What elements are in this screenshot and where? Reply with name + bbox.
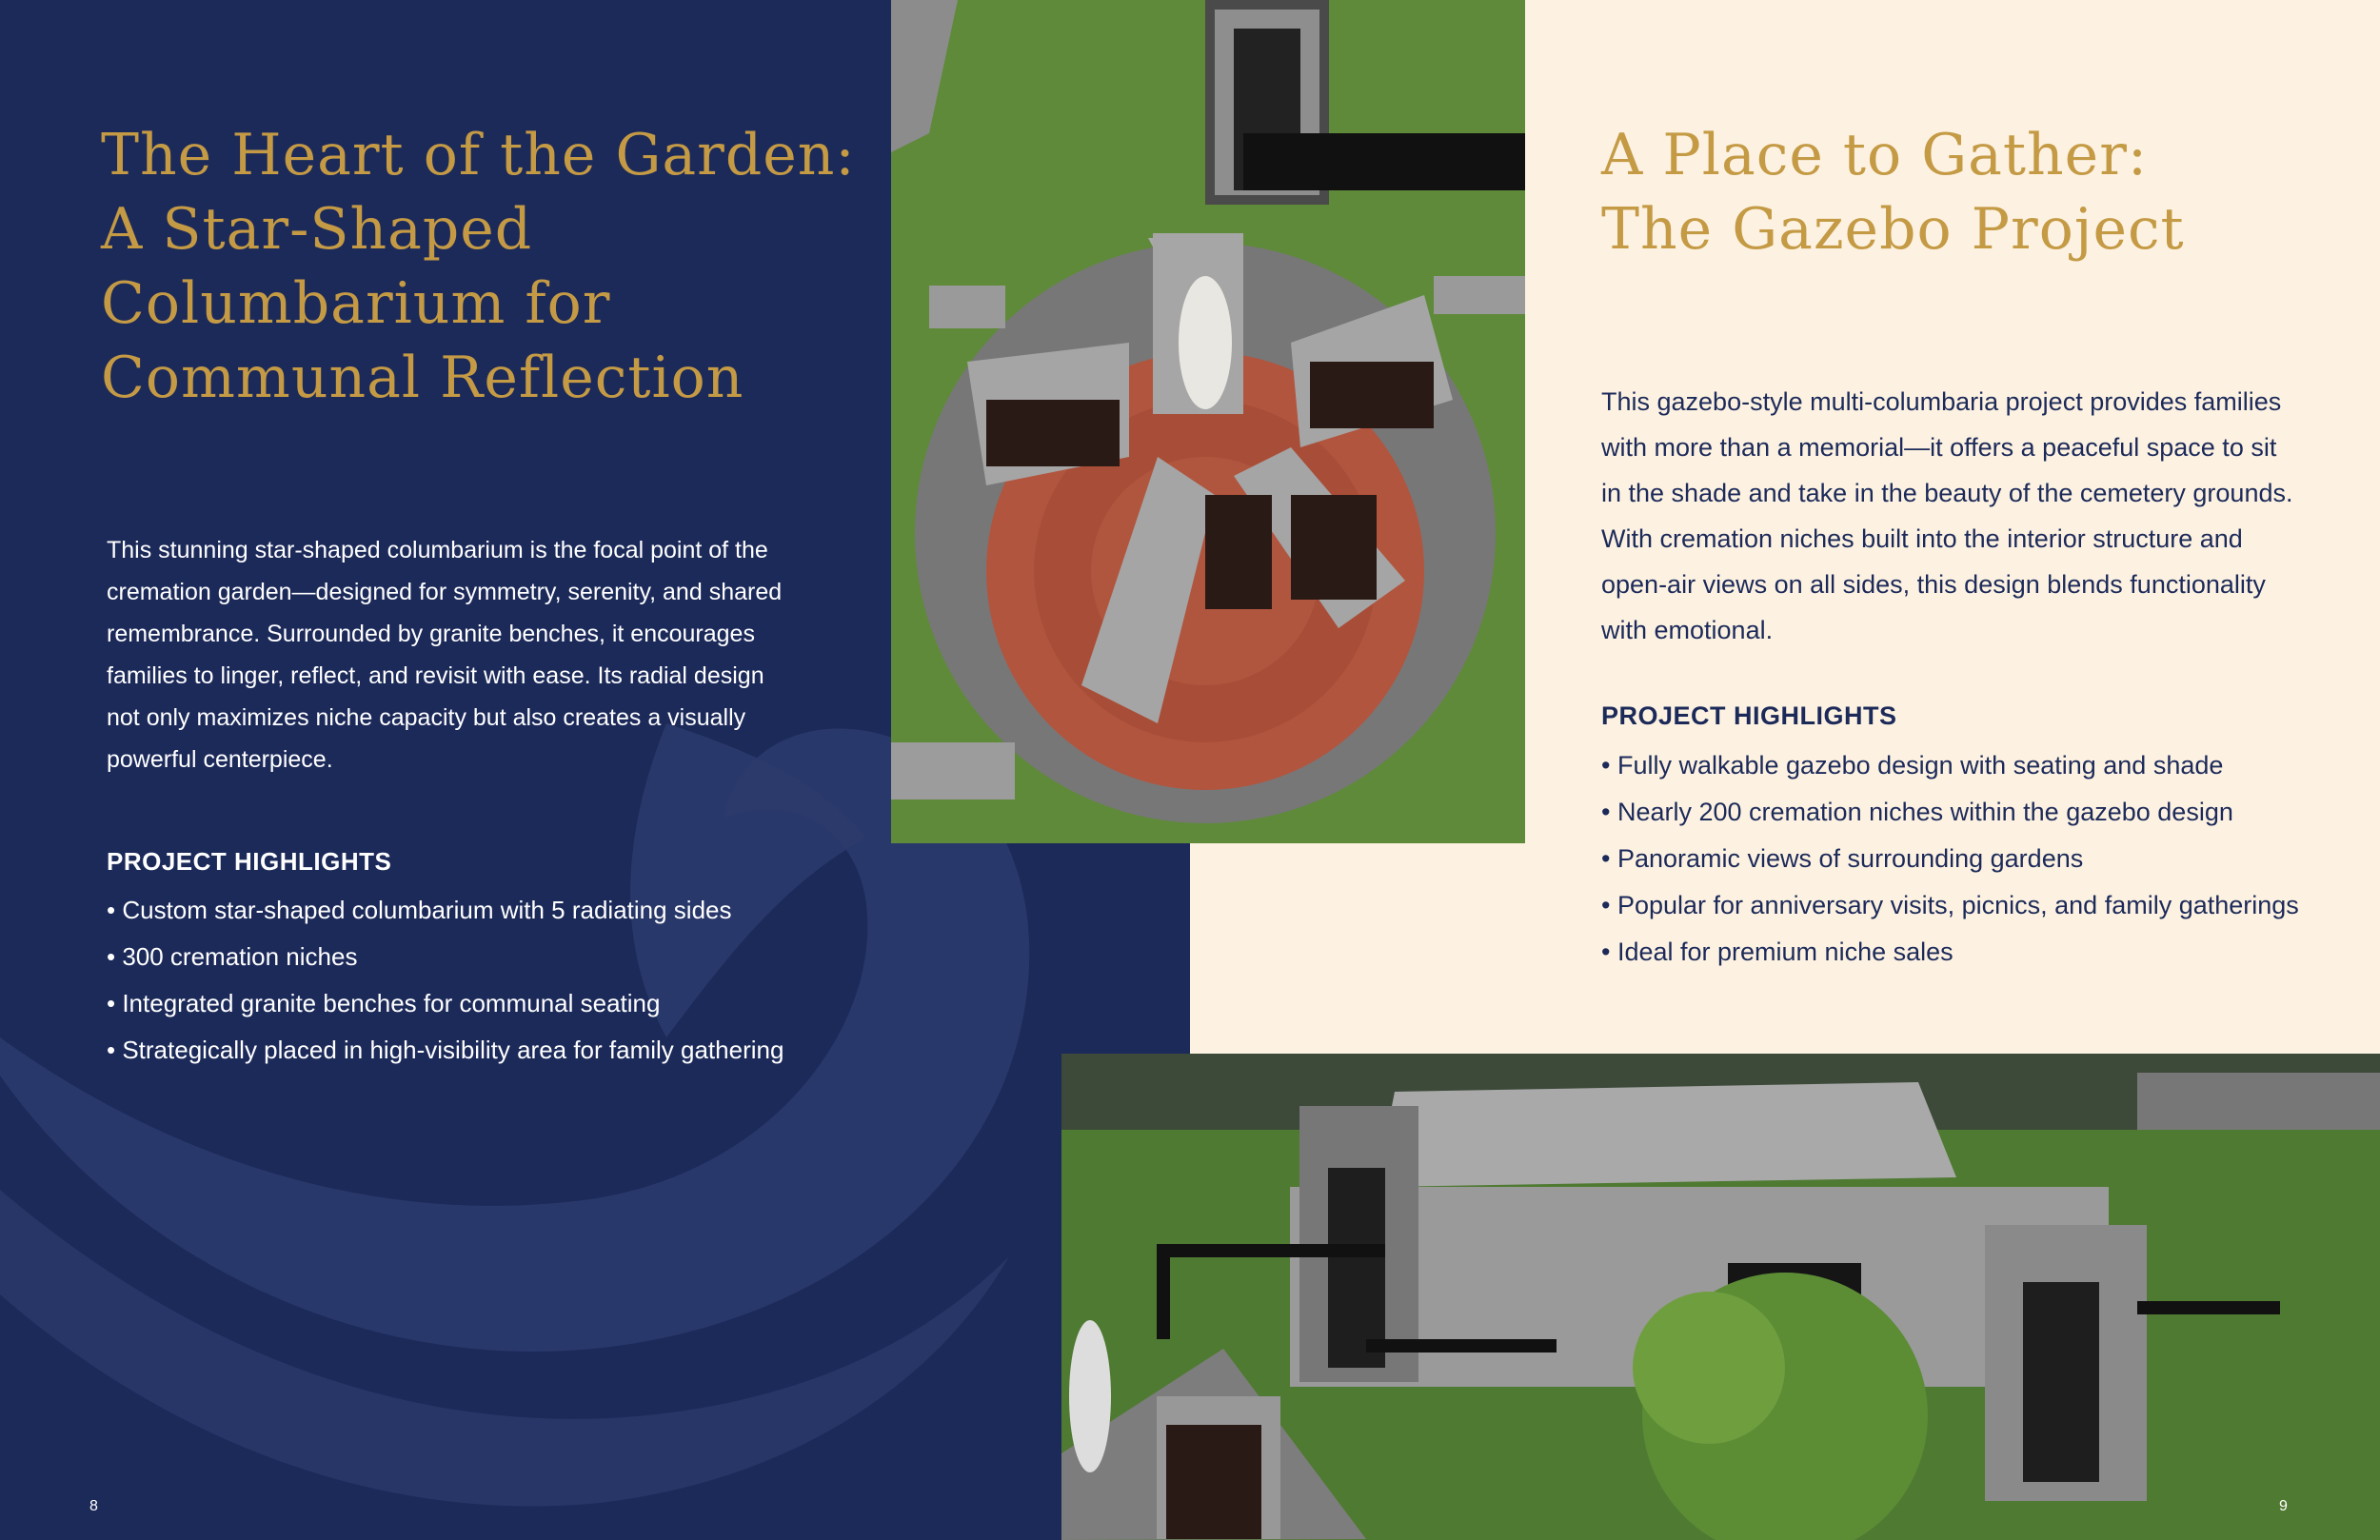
left-body-line: powerful centerpiece.: [107, 746, 333, 773]
right-body-line: with emotional.: [1601, 616, 1774, 644]
page-number-right: 9: [2279, 1498, 2288, 1514]
list-item: • 300 cremation niches: [107, 934, 783, 980]
list-item: • Panoramic views of surrounding gardens: [1601, 836, 2299, 882]
star-columbarium-image: [891, 0, 1525, 843]
page-number-left: 8: [89, 1498, 98, 1514]
right-page-title: [1601, 118, 2185, 267]
list-item: • Fully walkable gazebo design with seating and shade: [1601, 742, 2299, 789]
right-body-line: in the shade and take in the beauty of the cemetery grounds.: [1601, 479, 2293, 507]
list-item: • Integrated granite benches for communal seating: [107, 980, 783, 1027]
right-title-line: A Place to Gather:: [1601, 122, 2149, 188]
gazebo-image: [1061, 1054, 2380, 1540]
star-columbarium-illustration: [891, 0, 1525, 843]
right-body-line: This gazebo-style multi-columbaria project provides families: [1601, 387, 2282, 416]
list-item: • Strategically placed in high-visibility area for family gathering: [107, 1027, 783, 1074]
left-body-line: not only maximizes niche capacity but also creates a visually: [107, 704, 746, 731]
left-title-line: A Star-Shaped: [101, 196, 533, 263]
left-title-line: Columbarium for: [101, 270, 611, 337]
left-body-line: families to linger, reflect, and revisit with ease. Its radial design: [107, 662, 764, 689]
gazebo-illustration: [1061, 1054, 2380, 1540]
right-body-line: open-air views on all sides, this design blends functionality: [1601, 570, 2266, 599]
left-body-line: cremation garden—designed for symmetry, serenity, and shared: [107, 579, 783, 605]
left-highlights-list: [107, 887, 783, 1074]
list-item: • Popular for anniversary visits, picnics, and family gatherings: [1601, 882, 2299, 929]
left-body-line: This stunning star-shaped columbarium is the focal point of the: [107, 537, 768, 563]
left-body-line: remembrance. Surrounded by granite benches, it encourages: [107, 621, 755, 647]
left-body-paragraph: [107, 529, 782, 780]
right-highlights-title: PROJECT HIGHLIGHTS: [1601, 701, 1897, 730]
left-highlights-title: PROJECT HIGHLIGHTS: [107, 847, 392, 876]
left-page-title: [101, 118, 856, 415]
left-title-line: Communal Reflection: [101, 345, 744, 411]
list-item: • Ideal for premium niche sales: [1601, 929, 2299, 976]
right-body-line: with more than a memorial—it offers a peaceful space to sit: [1601, 433, 2277, 462]
left-title-line: The Heart of the Garden:: [101, 122, 856, 188]
right-body-paragraph: [1601, 379, 2292, 653]
right-body-line: With cremation niches built into the interior structure and: [1601, 524, 2243, 553]
list-item: • Custom star-shaped columbarium with 5 radiating sides: [107, 887, 783, 934]
right-highlights-list: [1601, 742, 2299, 976]
right-title-line: The Gazebo Project: [1601, 196, 2185, 263]
list-item: • Nearly 200 cremation niches within the gazebo design: [1601, 789, 2299, 836]
